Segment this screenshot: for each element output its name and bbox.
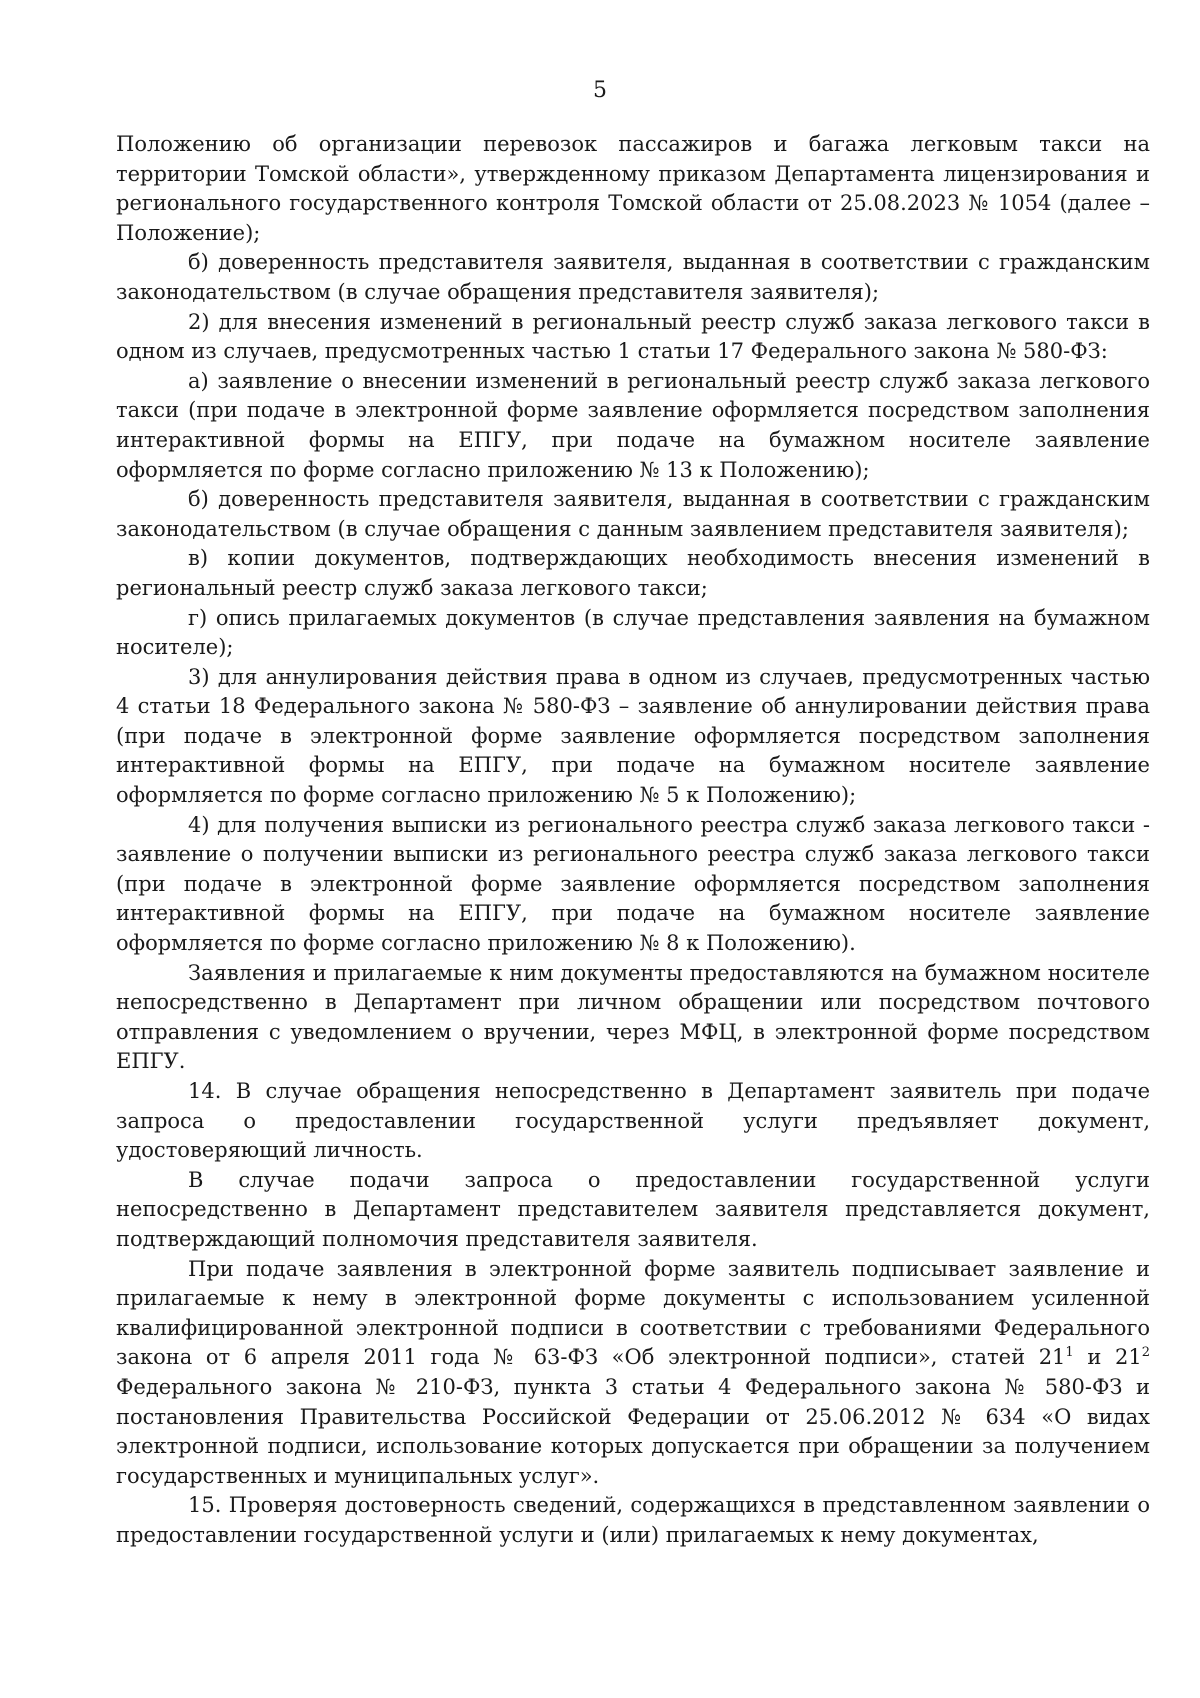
paragraph: Заявления и прилагаемые к ним документы предоставляются на бумажном носителе непосредственно в Департамент при личном обращении или посредством почтового отправления с уведомлением о вручении, через МФЦ, в электронной форме посредством ЕПГУ.: [116, 960, 1150, 1074]
paragraph: б) доверенность представителя заявителя, выданная в соответствии с гражданским законодательством (в случае обращения с данным заявлением представителя заявителя);: [116, 487, 1150, 541]
signature-paragraph-part1: При подаче заявления в электронной форме заявитель подписывает заявление и прилагаемые к нему в электронной форме документы с использованием усиленной квалифицированной электронной подписи в соответствии с требованиями Федерального закона от 6 апреля 2011 года № 63-ФЗ «Об электронной подписи», статей 21: [116, 1256, 1150, 1370]
paragraph: а) заявление о внесении изменений в региональный реестр служб заказа легкового такси (при подаче в электронной форме заявление оформляется посредством заполнения интерактивной формы на ЕПГУ, при подаче на бумажном носителе заявление оформляется по форме согласно приложению № 13 к Положению);: [116, 368, 1150, 482]
paragraph: в) копии документов, подтверждающих необходимость внесения изменений в региональный реестр служб заказа легкового такси;: [116, 546, 1150, 600]
superscript-1: 1: [1065, 1345, 1074, 1361]
signature-paragraph-part3: Федерального закона № 210-ФЗ, пункта 3 статьи 4 Федерального закона № 580-ФЗ и постановления Правительства Российской Федерации от 25.06.2012 № 634 «О видах электронной подписи, использование которых допускается при обращении за получением государственных и муниципальных услуг».: [116, 1374, 1150, 1488]
paragraph: В случае подачи запроса о предоставлении государственной услуги непосредственно в Департамент представителем заявителя представляется документ, подтверждающий полномочия представителя заявителя.: [116, 1167, 1150, 1251]
paragraph: Положению об организации перевозок пассажиров и багажа легковым такси на территории Томской области», утвержденному приказом Департамента лицензирования и регионального государственного контроля Томской области от 25.08.2023 № 1054 (далее – Положение);: [116, 132, 1150, 245]
document-body: [116, 130, 1150, 1551]
page-number: 5: [593, 78, 607, 103]
paragraph: б) доверенность представителя заявителя, выданная в соответствии с гражданским законодательством (в случае обращения представителя заявителя);: [116, 250, 1150, 304]
paragraph: 14. В случае обращения непосредственно в Департамент заявитель при подаче запроса о предоставлении государственной услуги предъявляет документ, удостоверяющий личность.: [116, 1079, 1150, 1163]
paragraph-list: [116, 130, 1150, 1255]
final-paragraph: 15. Проверяя достоверность сведений, содержащихся в представленном заявлении о предоставлении государственной услуги и (или) прилагаемых к нему документах,: [116, 1493, 1150, 1547]
paragraph: 2) для внесения изменений в региональный реестр служб заказа легкового такси в одном из случаев, предусмотренных частью 1 статьи 17 Федерального закона № 580-ФЗ:: [116, 309, 1150, 364]
signature-paragraph-part2: и 21: [1073, 1345, 1142, 1370]
paragraph: 3) для аннулирования действия права в одном из случаев, предусмотренных частью 4 статьи 18 Федерального закона № 580-ФЗ – заявление об аннулировании действия права (при подаче в электронной форме заявление оформляется посредством заполнения интерактивной формы на ЕПГУ, при подаче на бумажном носителе заявление оформляется по форме согласно приложению № 5 к Положению);: [116, 664, 1150, 808]
superscript-2: 2: [1141, 1345, 1150, 1361]
paragraph: г) опись прилагаемых документов (в случае представления заявления на бумажном носителе);: [116, 605, 1150, 660]
signature-paragraph: [116, 1255, 1150, 1492]
paragraph: 4) для получения выписки из регионального реестра служб заказа легкового такси - заявление о получении выписки из регионального реестра служб заказа легкового такси (при подаче в электронной форме заявление оформляется посредством заполнения интерактивной формы на ЕПГУ, при подаче на бумажном носителе заявление оформляется по форме согласно приложению № 8 к Положению).: [116, 812, 1150, 956]
